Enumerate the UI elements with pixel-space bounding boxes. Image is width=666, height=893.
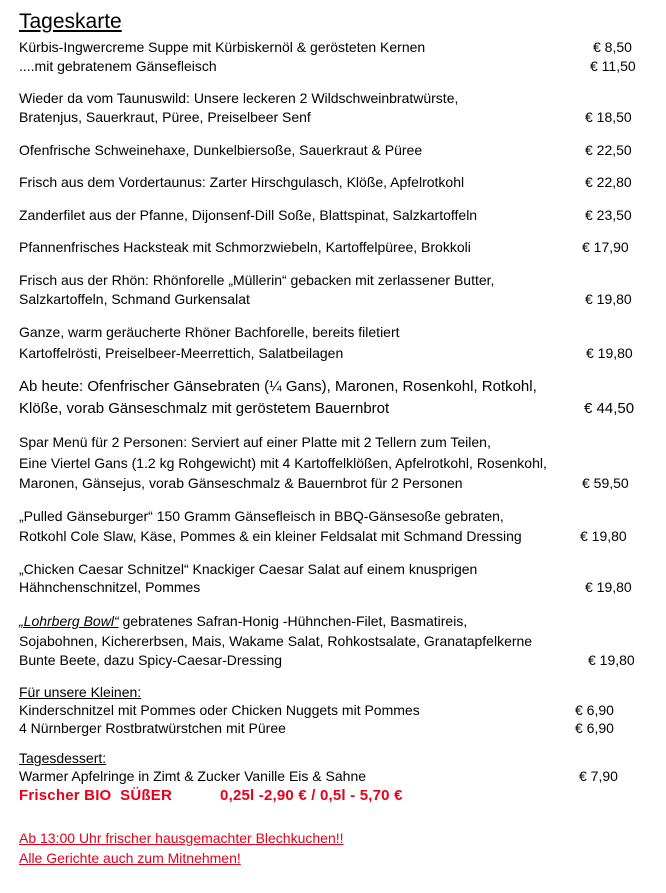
item-bowl-line2: Sojabohnen, Kichererbsen, Mais, Wakame Salat, Rohkostsalate, Granatapfelkerne	[19, 633, 533, 649]
note-mitnehmen: Alle Gerichte auch zum Mitnehmen!	[19, 850, 241, 866]
item-zander-price: € 23,50	[585, 207, 632, 223]
kids-price2: € 6,90	[575, 720, 614, 736]
item-forelle-line2: Salzkartoffeln, Schmand Gurkensalat	[19, 291, 250, 307]
item-bowl-name: „Lohrberg Bowl“	[19, 613, 119, 629]
item-kuerbis-price: € 8,50	[593, 39, 632, 55]
note-blechkuchen: Ab 13:00 Uhr frischer hausgemachter Blechkuchen!!	[19, 830, 344, 846]
item-burger-line2: Rotkohl Cole Slaw, Käse, Pommes & ein kleiner Feldsalat mit Schmand Dressing	[19, 528, 522, 544]
item-caesar-line1: „Chicken Caesar Schnitzel“ Knackiger Caesar Salat auf einem knusprigen	[19, 561, 478, 577]
kids-line1: Kinderschnitzel mit Pommes oder Chicken Nuggets mit Pommes	[19, 702, 420, 718]
item-wildschwein-line2: Bratenjus, Sauerkraut, Püree, Preiselbeer Senf	[19, 109, 311, 125]
item-kuerbis-gans-text: ....mit gebratenem Gänsefleisch	[19, 58, 217, 74]
kids-heading: Für unsere Kleinen:	[19, 684, 142, 700]
item-forelle-price: € 19,80	[585, 291, 632, 307]
item-bowl-price: € 19,80	[588, 652, 635, 668]
item-wildschwein-price: € 18,50	[585, 109, 632, 125]
dessert-price1: € 7,90	[579, 768, 618, 784]
item-spar-line2: Eine Viertel Gans (1.2 kg Rohgewicht) mit 4 Kartoffelklößen, Apfelrotkohl, Rosenkohl,	[19, 455, 547, 471]
item-bachforelle-line2: Kartoffelrösti, Preiselbeer-Meerrettich, Salatbeilagen	[19, 345, 344, 361]
kids-price1: € 6,90	[575, 702, 614, 718]
item-spar-line1: Spar Menü für 2 Personen: Serviert auf einer Platte mit 2 Tellern zum Teilen,	[19, 434, 491, 450]
item-haxe-text: Ofenfrische Schweinehaxe, Dunkelbiersoße, Sauerkraut & Püree	[19, 142, 423, 158]
item-bowl-line1-rest: gebratenes Safran-Honig -Hühnchen-Filet, Basmatireis,	[118, 613, 468, 629]
item-caesar-price: € 19,80	[585, 579, 632, 595]
item-bowl-line3: Bunte Beete, dazu Spicy-Caesar-Dressing	[19, 652, 283, 668]
item-zander-text: Zanderfilet aus der Pfanne, Dijonsenf-Dill Soße, Blattspinat, Salzkartoffeln	[19, 207, 478, 223]
kids-line2: 4 Nürnberger Rostbratwürstchen mit Püree	[19, 720, 286, 736]
item-burger-line1: „Pulled Gänseburger“ 150 Gramm Gänsefleisch in BBQ-Gänsesoße gebraten,	[19, 508, 504, 524]
item-bowl-line1	[19, 613, 467, 630]
item-caesar-line2: Hähnchenschnitzel, Pommes	[19, 579, 201, 595]
item-haxe-price: € 22,50	[585, 142, 632, 158]
item-bachforelle-line1: Ganze, warm geräucherte Rhöner Bachforelle, bereits filetiert	[19, 324, 400, 340]
item-gansebraten-price: € 44,50	[584, 400, 635, 417]
item-hirsch-text: Frisch aus dem Vordertaunus: Zarter Hirschgulasch, Klöße, Apfelrotkohl	[19, 174, 465, 190]
dessert-heading: Tagesdessert:	[19, 750, 107, 766]
item-kuerbis-gans-price: € 11,50	[590, 58, 636, 74]
item-kuerbis-text: Kürbis-Ingwercreme Suppe mit Kürbiskernöl & gerösteten Kernen	[19, 39, 426, 55]
item-spar-price: € 59,50	[582, 475, 629, 491]
menu-title: Tageskarte	[19, 10, 122, 33]
item-hirsch-price: € 22,80	[585, 174, 632, 190]
item-burger-price: € 19,80	[580, 528, 627, 544]
item-spar-line3: Maronen, Gänsejus, vorab Gänseschmalz & Bauernbrot für 2 Personen	[19, 475, 463, 491]
item-gansebraten-line1: Ab heute: Ofenfrischer Gänsebraten (¼ Gans), Maronen, Rosenkohl, Rotkohl,	[19, 378, 537, 395]
item-hacksteak-text: Pfannenfrisches Hacksteak mit Schmorzwiebeln, Kartoffelpüree, Brokkoli	[19, 239, 471, 255]
dessert-bio-suesser: Frischer BIO SÜßER 0,25l -2,90 € / 0,5l - 5,70 €	[19, 787, 403, 804]
item-forelle-line1: Frisch aus der Rhön: Rhönforelle „Müllerin“ gebacken mit zerlassener Butter,	[19, 272, 495, 288]
item-bachforelle-price: € 19,80	[586, 345, 633, 361]
dessert-line1: Warmer Apfelringe in Zimt & Zucker Vanille Eis & Sahne	[19, 768, 367, 784]
item-hacksteak-price: € 17,90	[582, 239, 629, 255]
item-wildschwein-line1: Wieder da vom Taunuswild: Unsere leckeren 2 Wildschweinbratwürste,	[19, 90, 459, 106]
item-gansebraten-line2: Klöße, vorab Gänseschmalz mit geröstetem Bauernbrot	[19, 400, 390, 417]
